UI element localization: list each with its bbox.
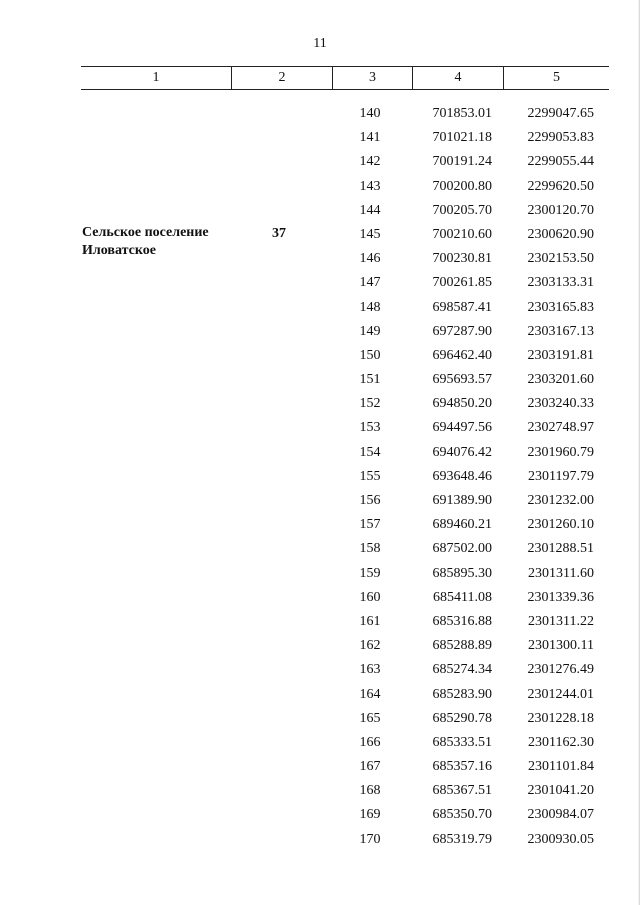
coord-y: 2301339.36: [527, 589, 594, 605]
table-row: [0, 392, 640, 416]
table-row: [0, 320, 640, 344]
coord-x: 701021.18: [432, 130, 492, 146]
coord-y: 2303240.33: [527, 396, 594, 412]
coord-x: 700230.81: [432, 251, 492, 267]
table-row: [0, 465, 640, 489]
header-col-4: 4: [412, 67, 503, 89]
table-row: [0, 513, 640, 537]
coord-x: 693648.46: [432, 468, 492, 484]
header-col-5: 5: [503, 67, 609, 89]
coord-x: 685333.51: [432, 734, 492, 750]
coord-y: 2301101.84: [528, 759, 594, 775]
coord-y: 2301162.30: [528, 734, 594, 750]
header-col-2: 2: [231, 67, 332, 89]
coord-y: 2302153.50: [527, 251, 594, 267]
table-row: [0, 537, 640, 561]
coord-x: 694497.56: [432, 420, 492, 436]
table-row: [0, 755, 640, 779]
point-number: 168: [359, 783, 381, 799]
coord-y: 2301300.11: [528, 638, 594, 654]
point-number: 141: [359, 130, 381, 146]
point-number: 156: [359, 493, 381, 508]
coord-x: 700210.60: [432, 226, 492, 242]
table-row: [0, 489, 640, 513]
point-number: 142: [359, 154, 381, 170]
coord-y: 2299055.44: [527, 154, 594, 170]
table-row: [0, 634, 640, 658]
point-number: 164: [359, 686, 381, 702]
table-row: [0, 441, 640, 465]
point-number: 155: [359, 468, 381, 484]
coord-x: 685895.30: [432, 565, 492, 581]
point-number: 148: [359, 299, 381, 315]
coord-x: 694850.20: [432, 396, 492, 412]
table-row: [0, 126, 640, 150]
coord-y: 2300930.05: [527, 831, 594, 847]
coord-y: 2301041.20: [527, 783, 594, 799]
coord-y: 2302748.97: [527, 420, 594, 436]
point-number: 153: [359, 420, 381, 436]
header-col-3: 3: [332, 67, 412, 89]
coord-y: 2301288.51: [527, 541, 594, 557]
coord-x: 700191.24: [432, 154, 492, 170]
settlement-number: 37: [272, 226, 286, 241]
table-row: [0, 150, 640, 174]
point-number: 143: [359, 178, 381, 194]
coord-x: 685290.78: [432, 710, 492, 726]
coord-y: 2303201.60: [527, 372, 594, 388]
coord-x: 685411.08: [433, 589, 492, 605]
point-number: 160: [359, 589, 381, 605]
table-row: [0, 658, 640, 682]
point-number: 154: [359, 444, 381, 460]
coord-x: 701853.01: [432, 106, 492, 121]
point-number: 145: [359, 226, 381, 242]
point-number: 169: [359, 807, 381, 823]
point-number: 149: [359, 323, 381, 339]
point-number: 166: [359, 734, 381, 750]
table-row: [0, 102, 640, 126]
point-number: 150: [359, 347, 381, 363]
coord-y: 2301311.60: [528, 565, 594, 581]
coord-x: 697287.90: [432, 323, 492, 339]
table-row: [0, 707, 640, 731]
table-row: [0, 683, 640, 707]
table-row: [0, 828, 640, 852]
coord-y: 2301960.79: [527, 444, 594, 460]
coord-y: 2301228.18: [527, 710, 594, 726]
coord-y: 2301197.79: [528, 468, 594, 484]
table-row: [0, 610, 640, 634]
point-number: 158: [359, 541, 381, 557]
point-number: 163: [359, 662, 381, 678]
coordinate-rows: [0, 102, 640, 852]
coord-x: 700200.80: [432, 178, 492, 194]
coord-x: 685319.79: [432, 831, 492, 847]
coord-y: 2300620.90: [527, 226, 594, 242]
table-row: [0, 803, 640, 827]
table-row: [0, 199, 640, 223]
coord-y: 2303133.31: [527, 275, 594, 291]
table-header: [81, 66, 609, 90]
coord-x: 698587.41: [432, 299, 492, 315]
coord-x: 689460.21: [432, 517, 492, 533]
point-number: 162: [359, 638, 381, 654]
coord-x: 691389.90: [432, 493, 492, 508]
settlement-name: Сельское поселение Иловатское: [82, 225, 209, 258]
coord-x: 700261.85: [432, 275, 492, 291]
coord-x: 696462.40: [432, 347, 492, 363]
table-row: [0, 344, 640, 368]
coord-y: 2301311.22: [528, 613, 594, 629]
point-number: 167: [359, 759, 381, 775]
coord-x: 685288.89: [432, 638, 492, 654]
coord-y: 2299053.83: [527, 130, 594, 146]
coord-y: 2303191.81: [527, 347, 594, 363]
coord-y: 2299047.65: [527, 106, 594, 121]
coord-y: 2301244.01: [527, 686, 594, 702]
point-number: 147: [359, 275, 381, 291]
coord-y: 2301232.00: [527, 493, 594, 508]
coord-x: 685283.90: [432, 686, 492, 702]
coord-y: 2300984.07: [527, 807, 594, 823]
table-row: [0, 271, 640, 295]
coord-x: 685316.88: [432, 613, 492, 629]
table-row: [0, 223, 640, 247]
point-number: 140: [359, 106, 381, 121]
coord-x: 685357.16: [432, 759, 492, 775]
coord-x: 685367.51: [432, 783, 492, 799]
point-number: 159: [359, 565, 381, 581]
header-col-1: 1: [152, 70, 160, 85]
table-row: [0, 175, 640, 199]
page-number: 11: [313, 36, 327, 51]
coord-x: 700205.70: [432, 202, 492, 218]
table-row: [0, 296, 640, 320]
coord-x: 695693.57: [432, 372, 492, 388]
table-row: [0, 562, 640, 586]
coord-x: 685274.34: [432, 662, 492, 678]
table-row: [0, 416, 640, 440]
coord-x: 694076.42: [432, 444, 492, 460]
coord-y: 2300120.70: [527, 202, 594, 218]
coord-x: 685350.70: [432, 807, 492, 823]
coord-y: 2303167.13: [527, 323, 594, 339]
table-row: [0, 247, 640, 271]
point-number: 146: [359, 251, 381, 267]
table-row: [0, 586, 640, 610]
point-number: 151: [359, 372, 381, 388]
table-row: [0, 368, 640, 392]
table-row: [0, 731, 640, 755]
table-row: [0, 779, 640, 803]
point-number: 170: [359, 831, 381, 847]
point-number: 157: [359, 517, 381, 533]
coord-y: 2301260.10: [527, 517, 594, 533]
coord-y: 2299620.50: [527, 178, 594, 194]
point-number: 152: [359, 396, 381, 412]
coord-y: 2301276.49: [527, 662, 594, 678]
coord-x: 687502.00: [432, 541, 492, 557]
point-number: 161: [359, 613, 381, 629]
point-number: 165: [359, 710, 381, 726]
coord-y: 2303165.83: [527, 299, 594, 315]
point-number: 144: [359, 202, 381, 218]
